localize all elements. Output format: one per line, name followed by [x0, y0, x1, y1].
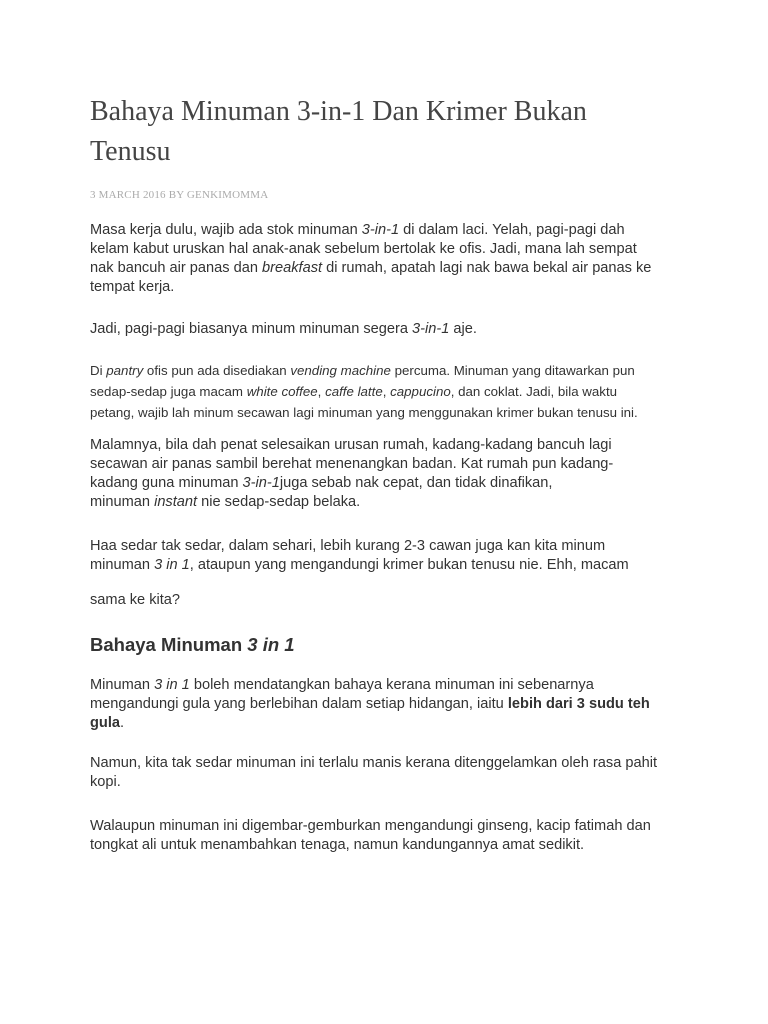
article-title — [90, 92, 650, 172]
paragraph — [90, 537, 688, 575]
paragraph — [90, 436, 688, 512]
text-run: Haa sedar tak sedar, dalam sehari, lebih kurang 2-3 cawan juga kan kita minum — [90, 538, 606, 554]
text-run: nie sedap-sedap belaka. — [197, 494, 361, 510]
text-run: aje. — [449, 321, 477, 337]
text-run-italic: cappucino — [390, 384, 451, 399]
text-run: . — [120, 715, 125, 731]
text-run-italic: vending machine — [290, 363, 391, 378]
text-run: petang, wajib lah minum secawan lagi minuman yang menggunakan krimer bukan tenusu ini. — [90, 405, 638, 420]
text-run: ofis pun ada disediakan — [143, 363, 291, 378]
text-run: tongkat ali untuk menambahkan tenaga, namun kandungannya amat sedikit. — [90, 837, 585, 853]
text-run-italic: white coffee — [246, 384, 318, 399]
text-run-bold: gula — [90, 715, 120, 731]
text-run-italic: 3-in-1 — [242, 475, 280, 491]
text-run: minuman — [90, 557, 155, 573]
text-run: kelam kabut uruskan hal anak-anak sebelum bertolak ke ofis. Jadi, mana lah sempat — [90, 241, 637, 257]
text-run-italic: instant — [154, 494, 198, 510]
text-run-italic: breakfast — [262, 260, 323, 276]
text-run: Malamnya, bila dah penat selesaikan urusan rumah, kadang-kadang bancuh lagi — [90, 437, 612, 453]
text-run: Di — [90, 363, 107, 378]
text-run: boleh mendatangkan bahaya kerana minuman ini sebenarnya — [189, 677, 594, 693]
paragraph — [90, 754, 688, 792]
text-run-italic: 3 in 1 — [154, 677, 190, 693]
text-run: secawan air panas sambil berehat menenangkan badan. Kat rumah pun kadang- — [90, 456, 614, 472]
text-run-italic: pantry — [106, 363, 144, 378]
text-run: sedap-sedap juga macam — [90, 384, 247, 399]
text-run: Namun, kita tak sedar minuman ini terlalu manis kerana ditenggelamkan oleh rasa pahit — [90, 755, 658, 771]
text-run: tempat kerja. — [90, 279, 175, 295]
paragraph — [90, 360, 688, 423]
text-run: Masa kerja dulu, wajib ada stok minuman — [90, 222, 362, 238]
text-run-italic: caffe latte — [325, 384, 383, 399]
text-run: , — [382, 384, 391, 399]
text-run: di rumah, apatah lagi nak bawa bekal air panas ke — [322, 260, 652, 276]
text-run: percuma. Minuman yang ditawarkan pun — [390, 363, 635, 378]
text-run: mengandungi gula yang berlebihan dalam setiap hidangan, iaitu — [90, 696, 508, 712]
text-run: juga sebab nak cepat, dan tidak dinafikan, — [279, 475, 553, 491]
section-heading — [90, 633, 688, 657]
title-line: Tenusu — [90, 136, 171, 167]
text-run: , dan coklat. Jadi, bila waktu — [450, 384, 618, 399]
paragraph — [90, 676, 688, 733]
text-run-italic: 3 in 1 — [247, 634, 295, 655]
text-run-italic: 3 in 1 — [154, 557, 190, 573]
text-run: Jadi, pagi-pagi biasanya minum minuman segera — [90, 321, 413, 337]
text-run: di dalam laci. Yelah, pagi-pagi dah — [399, 222, 625, 238]
text-run-italic: 3-in-1 — [412, 321, 450, 337]
text-run: kopi. — [90, 774, 121, 790]
text-run-italic: 3-in-1 — [361, 222, 400, 238]
paragraph — [90, 221, 688, 297]
paragraph — [90, 320, 688, 339]
text-run: Minuman — [90, 677, 155, 693]
title-line: Bahaya Minuman 3-in-1 Dan Krimer Bukan — [90, 96, 587, 127]
text-run-bold: lebih dari 3 sudu teh — [507, 696, 650, 712]
paragraph — [90, 817, 688, 855]
text-run: nak bancuh air panas dan — [90, 260, 263, 276]
text-run: , ataupun yang mengandungi krimer bukan tenusu nie. Ehh, macam — [189, 557, 629, 573]
text-run: kadang guna minuman — [90, 475, 243, 491]
post-meta: 3 MARCH 2016 BY GENKIMOMMA — [90, 189, 269, 201]
text-run: Bahaya Minuman — [90, 634, 248, 655]
paragraph: sama ke kita? — [90, 592, 181, 608]
text-run: , — [317, 384, 326, 399]
text-run: minuman — [90, 494, 155, 510]
text-run: Walaupun minuman ini digembar-gemburkan mengandungi ginseng, kacip fatimah dan — [90, 818, 651, 834]
